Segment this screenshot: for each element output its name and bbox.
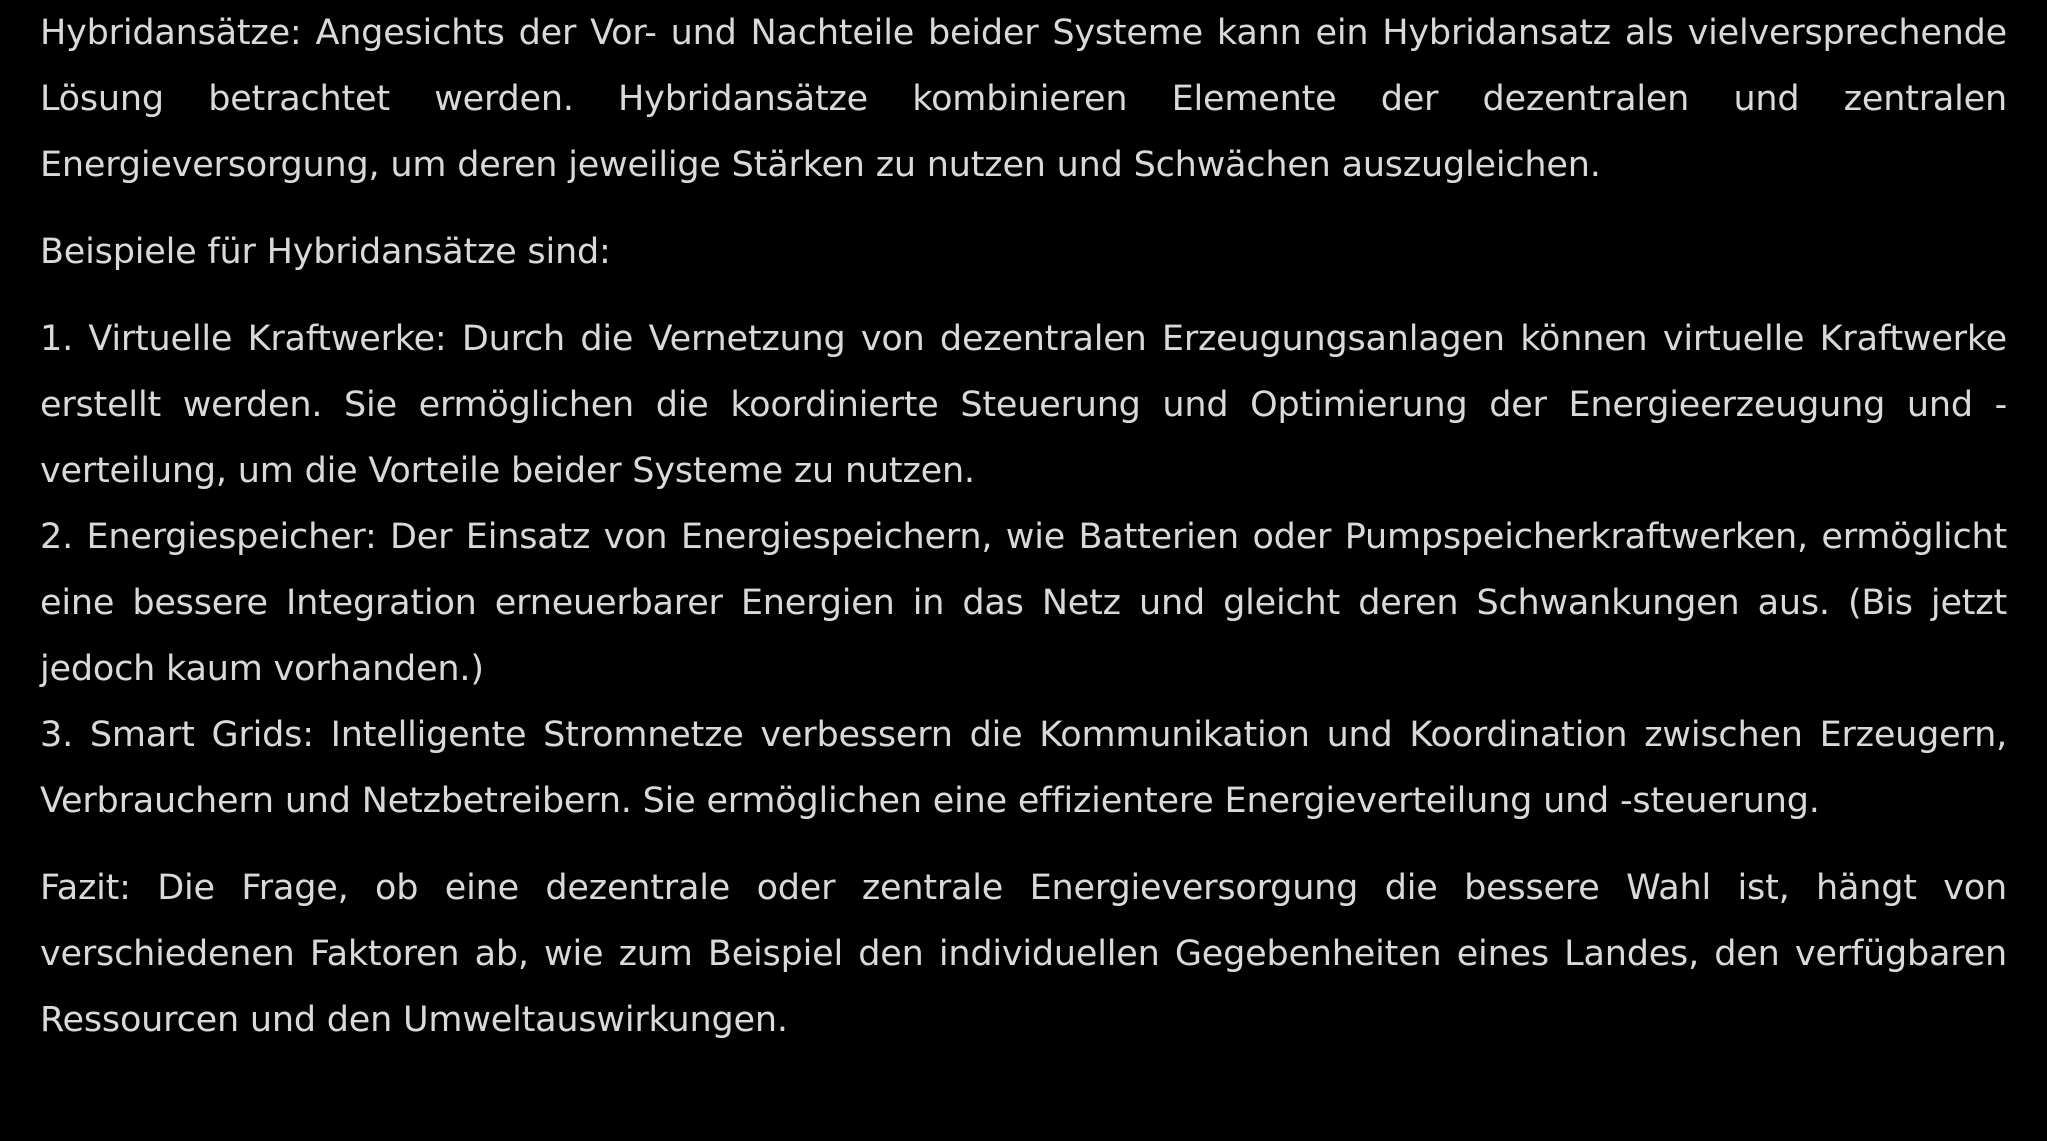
- list-item: 3. Smart Grids: Intelligente Stromnetze verbessern die Kommunikation und Koordination zwischen Erzeugern, Verbrauchern und Netzbetreibern. Sie ermöglichen eine effizientere Energieverteilung und -steuerung.: [40, 715, 2007, 821]
- intro-paragraph: Hybridansätze: Angesichts der Vor- und Nachteile beider Systeme kann ein Hybridansatz als vielversprechende Lösung betrachtet werden. Hybridansätze kombinieren Elemente der dezentralen und zentralen Energieversorgung, um deren jeweilige Stärken zu nutzen und Schwächen auszugleichen.: [40, 13, 2007, 185]
- document-body: [40, 0, 2007, 1053]
- examples-list: [40, 306, 2007, 834]
- conclusion-paragraph: Fazit: Die Frage, ob eine dezentrale oder zentrale Energieversorgung die bessere Wahl ist, hängt von verschiedenen Faktoren ab, wie zum Beispiel den individuellen Gegebenheiten eines Landes, den verfügbaren Ressourcen und den Umweltauswirkungen.: [40, 868, 2007, 1040]
- list-item: 1. Virtuelle Kraftwerke: Durch die Vernetzung von dezentralen Erzeugungsanlagen können virtuelle Kraftwerke erstellt werden. Sie ermöglichen die koordinierte Steuerung und Optimierung der Energieerzeugung und -verteilung, um die Vorteile beider Systeme zu nutzen.: [40, 319, 2007, 491]
- list-item: 2. Energiespeicher: Der Einsatz von Energiespeichern, wie Batterien oder Pumpspeicherkraftwerken, ermöglicht eine bessere Integration erneuerbarer Energien in das Netz und gleicht deren Schwankungen aus. (Bis jetzt jedoch kaum vorhanden.): [40, 517, 2007, 689]
- examples-heading: Beispiele für Hybridansätze sind:: [40, 232, 611, 272]
